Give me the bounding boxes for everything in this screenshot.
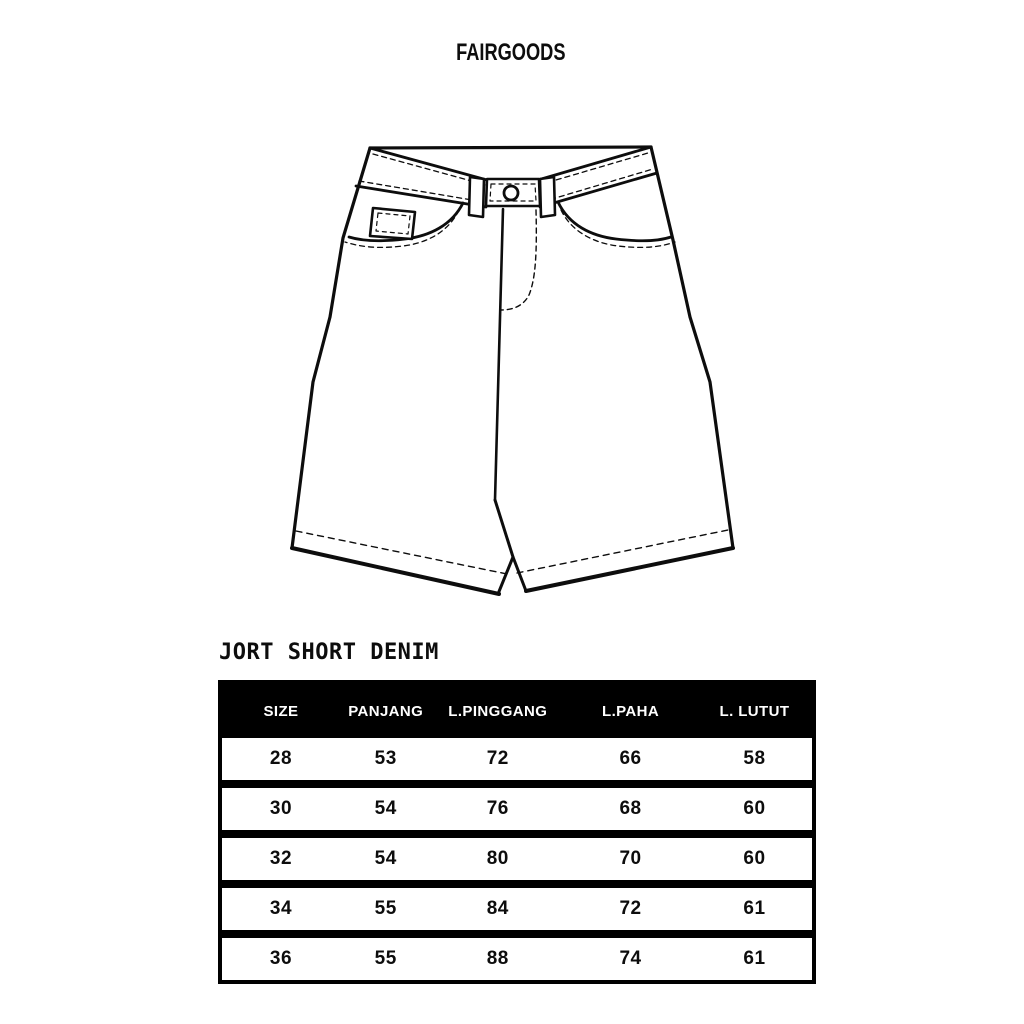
table-cell: 68 [619,798,642,819]
table-cell: 60 [743,848,766,869]
table-cell: 54 [374,848,397,869]
table-cell: 36 [269,948,293,969]
table-cell: 72 [486,748,509,769]
brand-logo: FAIRGOODS [456,39,566,66]
column-header-l-paha: L.PAHA [602,702,660,720]
table-row [222,838,812,880]
table-row [222,788,812,830]
product-title: JORT SHORT DENIM [219,640,439,665]
table-cell: 84 [486,898,509,919]
column-header-panjang: PANJANG [348,702,424,720]
table-cell: 28 [269,748,293,769]
size-table [218,680,816,984]
table-cell: 30 [269,798,293,819]
table-cell: 32 [269,848,293,869]
belt-loop-right [540,177,555,217]
column-header-size: SIZE [263,702,299,720]
table-row [222,938,812,980]
shorts-illustration [280,130,740,610]
table-cell: 54 [374,798,397,819]
table-cell: 72 [619,898,642,919]
table-row [222,888,812,930]
table-cell: 70 [619,848,642,869]
column-header-l-pinggang: L.PINGGANG [448,702,548,720]
table-cell: 55 [374,898,397,919]
table-cell: 58 [743,748,766,769]
table-cell: 80 [486,848,509,869]
table-cell: 53 [374,748,397,769]
table-cell: 66 [619,748,642,769]
column-header-l-lutut: L. LUTUT [719,702,790,720]
table-row [222,738,812,780]
table-cell: 61 [743,948,766,969]
table-cell: 34 [269,898,293,919]
belt-loop-left [469,177,484,217]
table-cell: 55 [374,948,397,969]
waist-button [504,186,518,200]
size-table-header [222,684,812,738]
table-cell: 88 [486,948,509,969]
table-cell: 61 [743,898,766,919]
table-cell: 74 [619,948,642,969]
size-table-body [222,738,812,980]
table-cell: 60 [743,798,766,819]
table-cell: 76 [486,798,509,819]
